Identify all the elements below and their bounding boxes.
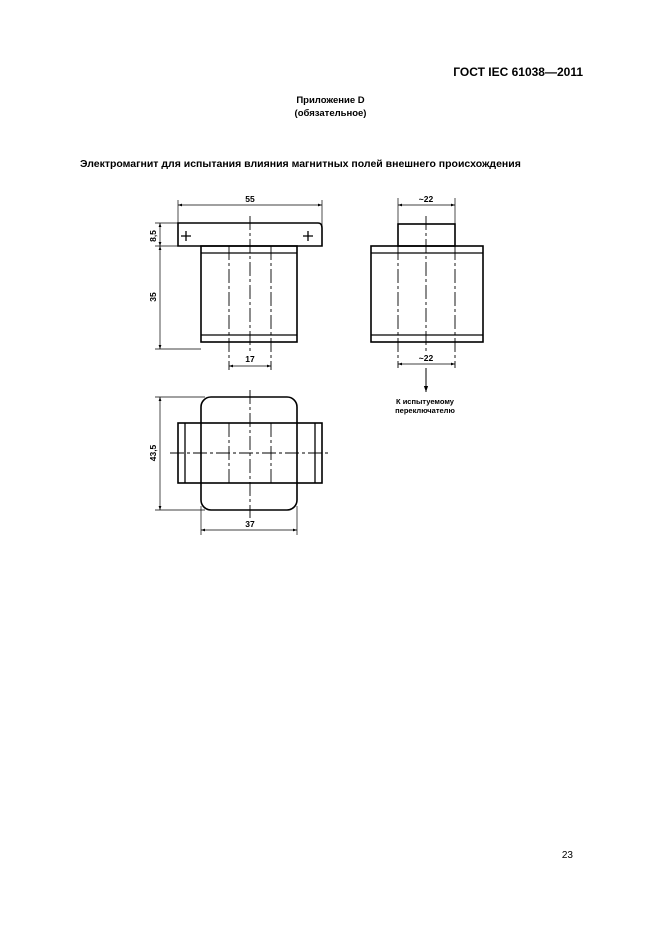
annex-status: (обязательное) [294, 108, 367, 119]
dim-width-37: 37 [245, 519, 255, 529]
note-line-1: К испытуемому [396, 397, 454, 406]
side-top-block [398, 224, 455, 246]
front-view [155, 200, 322, 370]
side-coil-body [371, 246, 483, 342]
page-number: 23 [561, 850, 573, 861]
dim-height-43-5: 43,5 [148, 444, 158, 462]
front-plus-mark-left [181, 231, 191, 241]
front-plus-mark-right [303, 231, 313, 241]
dim-side-top-22: ~22 [418, 194, 434, 204]
top-view [155, 390, 330, 535]
standard-designation: ГОСТ IEC 61038—2011 [453, 65, 583, 79]
dim-thickness-8-5: 8,5 [148, 230, 158, 242]
figure-title: Электромагнит для испытания влияния магнитных полей внешнего происхождения [80, 158, 521, 170]
front-coil-body [201, 246, 297, 342]
dim-height-35: 35 [148, 292, 158, 302]
dim-width-55: 55 [245, 194, 255, 204]
dim-core-17: 17 [245, 354, 255, 364]
note-line-2: переключателю [395, 406, 455, 415]
dim-side-bottom-22: ~22 [418, 353, 434, 363]
top-view-body [201, 397, 297, 510]
annex-label: Приложение D [296, 95, 365, 106]
